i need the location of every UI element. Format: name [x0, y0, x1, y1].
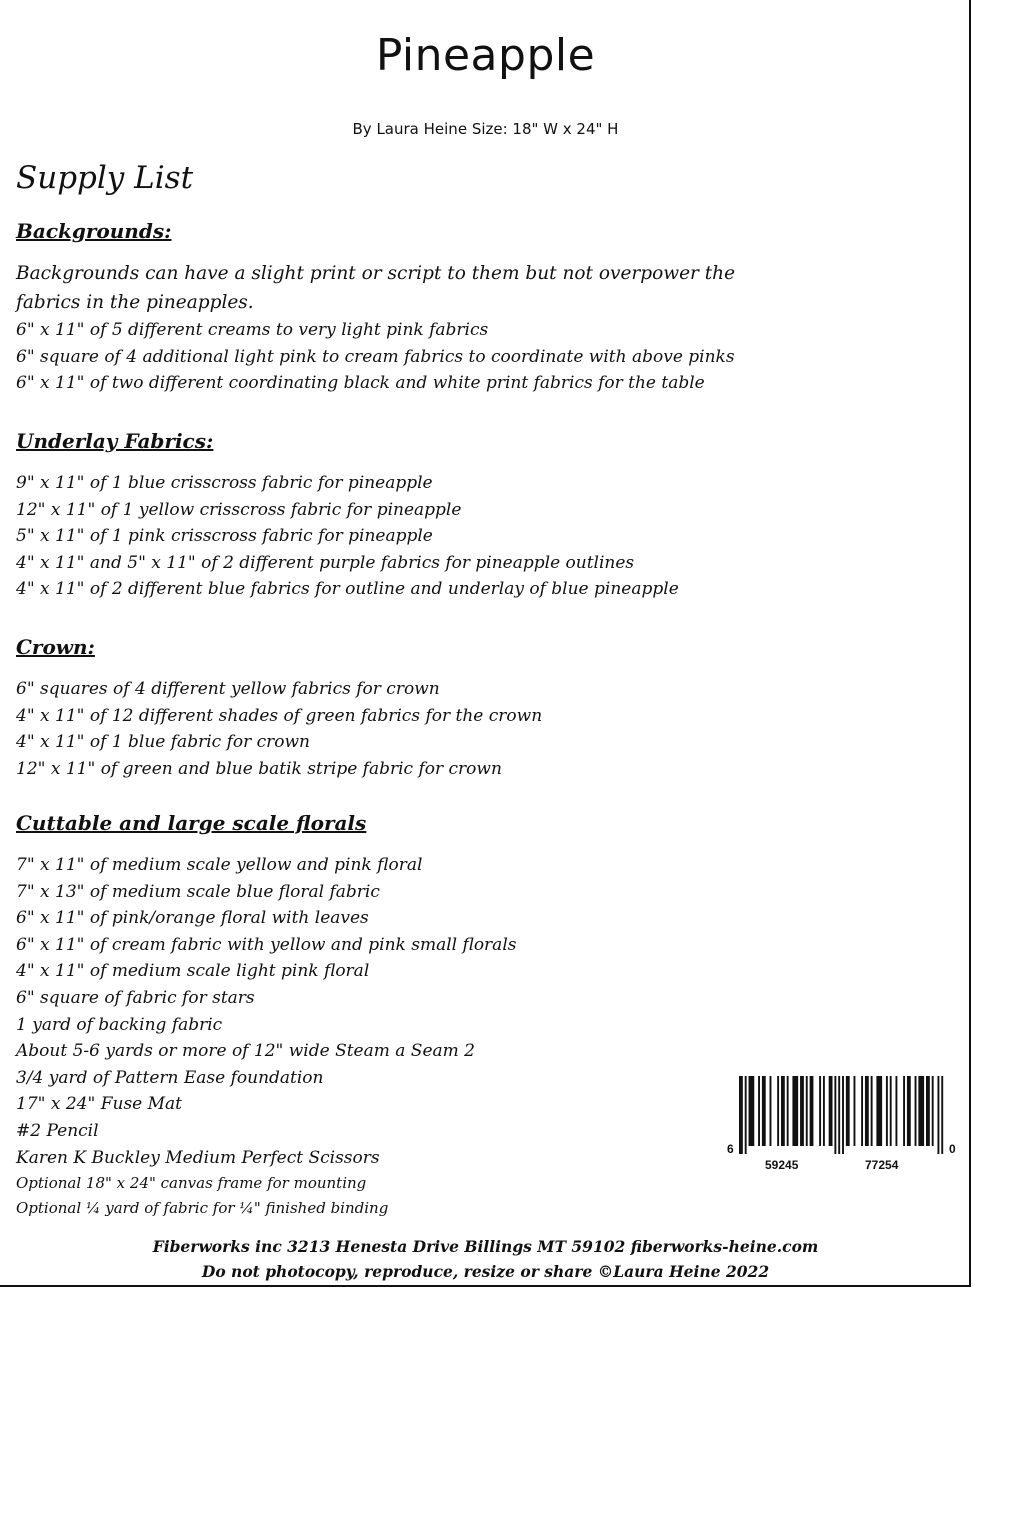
- section-backgrounds: [16, 218, 961, 397]
- barcode-bar: [770, 1076, 772, 1146]
- page-title: Pineapple: [375, 30, 596, 81]
- section-title-florals: Cuttable and large scale florals: [16, 811, 367, 835]
- barcode-bar: [903, 1076, 905, 1146]
- barcode-bar: [819, 1076, 821, 1146]
- barcode-bar: [890, 1076, 892, 1146]
- list-item: 6" x 11" of 5 different creams to very light pink fabrics: [16, 320, 489, 340]
- list-item: 4" x 11" of medium scale light pink floral: [16, 961, 370, 982]
- barcode-bar: [915, 1076, 917, 1146]
- list-item: 17" x 24" Fuse Mat: [16, 1094, 183, 1115]
- barcode-bar: [792, 1076, 798, 1146]
- barcode-bar: [806, 1076, 808, 1146]
- barcode-bar: [810, 1076, 814, 1146]
- barcode-bar: [749, 1076, 755, 1146]
- barcode-bar: [842, 1076, 844, 1154]
- backgrounds-list: [16, 317, 961, 397]
- barcode-bar: [834, 1076, 836, 1154]
- list-item: 4" x 11" of 1 blue fabric for crown: [16, 732, 311, 753]
- list-item: 4" x 11" of 12 different shades of green fabrics for the crown: [16, 705, 543, 726]
- author-size-line: By Laura Heine Size: 18" W x 24" H: [352, 120, 619, 138]
- list-item: Karen K Buckley Medium Perfect Scissors: [16, 1147, 380, 1168]
- barcode-bar: [854, 1076, 856, 1146]
- barcode-bar: [886, 1076, 888, 1146]
- barcode-bar: [800, 1076, 804, 1146]
- list-item: 6" x 11" of pink/orange floral with leaves: [16, 908, 369, 929]
- list-item: 6" squares of 4 different yellow fabrics for crown: [16, 679, 440, 699]
- list-item: 3/4 yard of Pattern Ease foundation: [16, 1067, 324, 1088]
- barcode-bar: [829, 1076, 833, 1146]
- list-item: 7" x 13" of medium scale blue floral fabric: [16, 881, 380, 902]
- barcode-bar: [823, 1076, 825, 1146]
- barcode-bar: [926, 1076, 930, 1146]
- footer-copyright: Do not photocopy, reproduce, resize or share ©Laura Heine 2022: [201, 1262, 770, 1281]
- supply-list-heading: Supply List: [16, 160, 194, 196]
- list-item: Optional ¼ yard of fabric for ¼" finished binding: [16, 1199, 389, 1218]
- list-item: Optional 18" x 24" canvas frame for mounting: [16, 1174, 367, 1193]
- backgrounds-intro-line-2: fabrics in the pineapples.: [16, 291, 254, 313]
- list-item: 6" x 11" of cream fabric with yellow and pink small florals: [16, 934, 517, 955]
- crown-list: [16, 676, 961, 782]
- section-title-underlay: Underlay Fabrics:: [16, 429, 214, 453]
- footer-address: Fiberworks inc 3213 Henesta Drive Billings MT 59102 fiberworks-heine.com: [152, 1237, 819, 1256]
- barcode-bar: [865, 1076, 869, 1146]
- barcode-bar: [758, 1076, 760, 1146]
- list-item: 1 yard of backing fabric: [16, 1014, 223, 1035]
- section-underlay: [16, 428, 961, 603]
- list-item: 4" x 11" of 2 different blue fabrics for outline and underlay of blue pineapple: [16, 579, 679, 600]
- barcode-bar: [861, 1076, 863, 1146]
- barcode-bar: [932, 1076, 934, 1146]
- barcode-bar: [895, 1076, 897, 1146]
- barcode-bar: [846, 1076, 850, 1146]
- list-item: 6" square of fabric for stars: [16, 987, 255, 1008]
- list-item: 6" x 11" of two different coordinating black and white print fabrics for the table: [16, 373, 705, 394]
- barcode-bar: [918, 1076, 924, 1146]
- barcode-digit-right: 0: [949, 1142, 956, 1156]
- barcode-bar: [787, 1076, 789, 1146]
- barcode-bar: [876, 1076, 882, 1146]
- underlay-list: [16, 470, 961, 603]
- barcode-digits-group-1: 59245: [765, 1158, 799, 1172]
- list-item: 9" x 11" of 1 blue crisscross fabric for pineapple: [16, 473, 433, 493]
- barcode-bar: [941, 1076, 943, 1154]
- barcode-bar: [937, 1076, 939, 1154]
- list-item: 7" x 11" of medium scale yellow and pink floral: [16, 855, 423, 875]
- barcode-bar: [739, 1076, 743, 1154]
- list-item: #2 Pencil: [16, 1120, 99, 1141]
- list-item: 12" x 11" of green and blue batik stripe fabric for crown: [16, 758, 502, 779]
- barcode-bar: [838, 1076, 840, 1154]
- barcode-bar: [871, 1076, 873, 1146]
- barcode-bar: [745, 1076, 747, 1154]
- upc-barcode: [727, 1076, 959, 1170]
- list-item: 4" x 11" and 5" x 11" of 2 different purple fabrics for pineapple outlines: [16, 552, 635, 573]
- list-item: 6" square of 4 additional light pink to cream fabrics to coordinate with above pinks: [16, 346, 735, 367]
- list-item: About 5-6 yards or more of 12" wide Steam a Seam 2: [16, 1041, 475, 1062]
- section-title-backgrounds: Backgrounds:: [16, 219, 172, 243]
- section-title-crown: Crown:: [16, 635, 95, 659]
- section-crown: [16, 634, 961, 782]
- backgrounds-intro-line-1: Backgrounds can have a slight print or script to them but not overpower the: [16, 263, 736, 284]
- barcode-bar: [907, 1076, 911, 1146]
- barcode-digits-group-2: 77254: [865, 1158, 899, 1172]
- barcode-bars: [739, 1076, 947, 1154]
- barcode-bar: [762, 1076, 766, 1146]
- barcode-bar: [777, 1076, 779, 1146]
- list-item: 5" x 11" of 1 pink crisscross fabric for pineapple: [16, 526, 433, 547]
- list-item: 12" x 11" of 1 yellow crisscross fabric for pineapple: [16, 499, 462, 520]
- barcode-bar: [781, 1076, 785, 1146]
- barcode-digit-left: 6: [727, 1142, 734, 1156]
